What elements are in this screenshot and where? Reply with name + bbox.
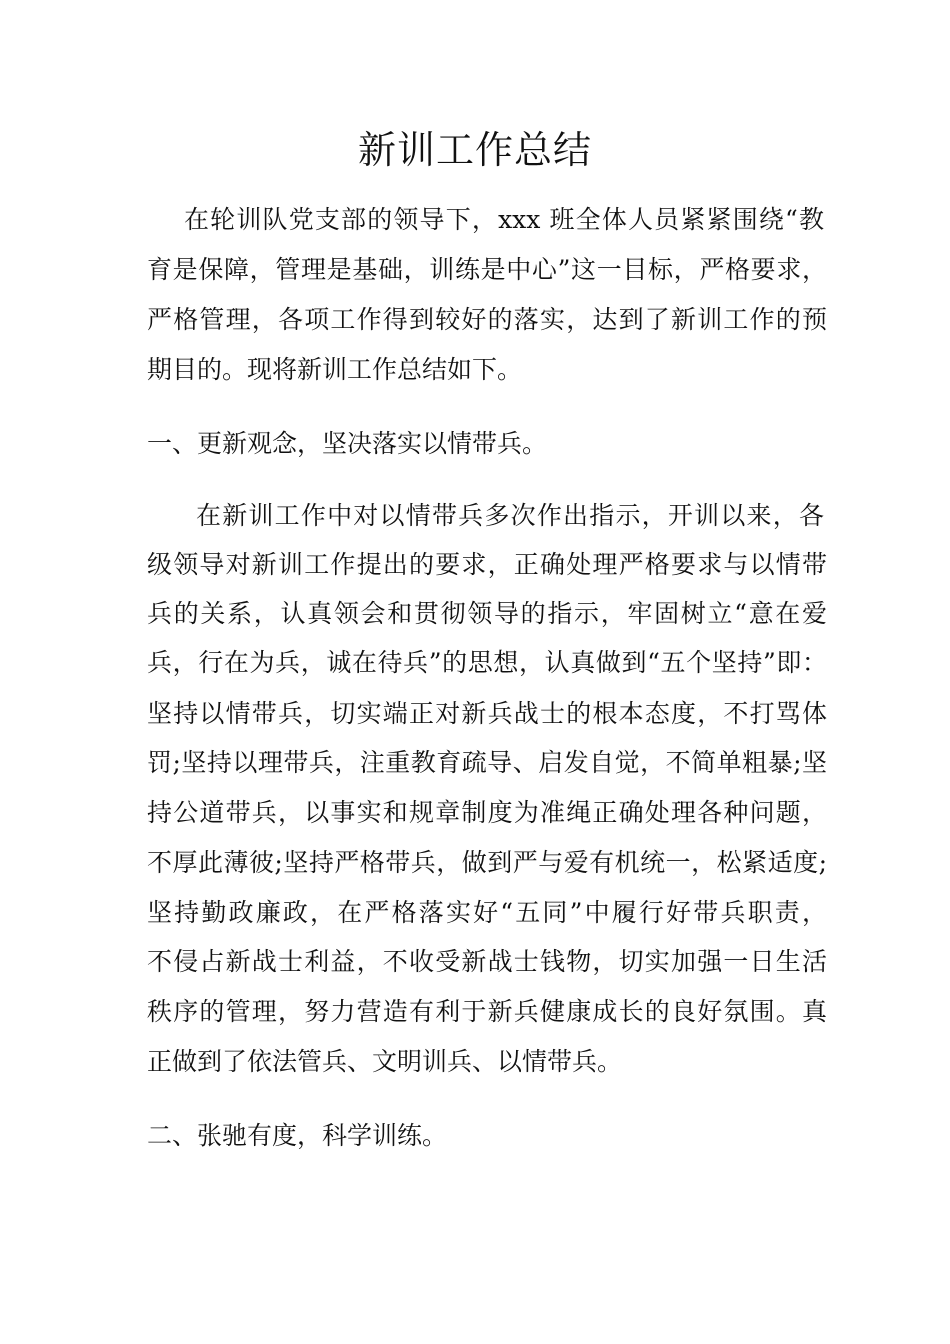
section-1-line-1: 在新训工作中对以情带兵多次作出指示，开训以来，各 [196,501,824,530]
section-1-line-11: 秩序的管理，努力营造有利于新兵健康成长的良好氛围。真 [147,997,827,1026]
section-1-line-4: 兵，行在为兵，诚在待兵”的思想，认真做到“五个坚持”即： [147,648,827,677]
section-1-line-10: 不侵占新战士利益，不收受新战士钱物，切实加强一日生活 [147,947,827,976]
section-1-line-6: 罚;坚持以理带兵，注重教育疏导、启发自觉，不简单粗暴;坚 [147,748,827,777]
intro-line-4: 期目的。现将新训工作总结如下。 [147,355,523,384]
intro-line-2: 育是保障，管理是基础，训练是中心”这一目标，严格要求， [147,255,827,284]
section-1-line-3: 兵的关系，认真领会和贯彻领导的指示，牢固树立“意在爱 [147,599,827,628]
section-1-line-7: 持公道带兵，以事实和规章制度为准绳正确处理各种问题， [147,798,827,827]
section-1-line-2: 级领导对新训工作提出的要求，正确处理严格要求与以情带 [147,550,827,579]
section-1-line-8: 不厚此薄彼;坚持严格带兵，做到严与爱有机统一，松紧适度; [147,848,827,877]
document-title: 新训工作总结 [357,128,592,172]
section-2-heading: 二、张驰有度，科学训练。 [147,1121,448,1150]
section-1-line-9: 坚持勤政廉政，在严格落实好“五同”中履行好带兵职责， [147,898,827,927]
intro-line-1: 在轮训队党支部的领导下，xxx 班全体人员紧紧围绕“教 [184,205,824,234]
section-1-heading: 一、更新观念，坚决落实以情带兵。 [147,429,548,458]
section-1-line-12: 正做到了依法管兵、文明训兵、以情带兵。 [147,1047,623,1076]
section-1-line-5: 坚持以情带兵，切实端正对新兵战士的根本态度，不打骂体 [147,699,827,728]
intro-line-3: 严格管理，各项工作得到较好的落实，达到了新训工作的预 [147,305,827,334]
